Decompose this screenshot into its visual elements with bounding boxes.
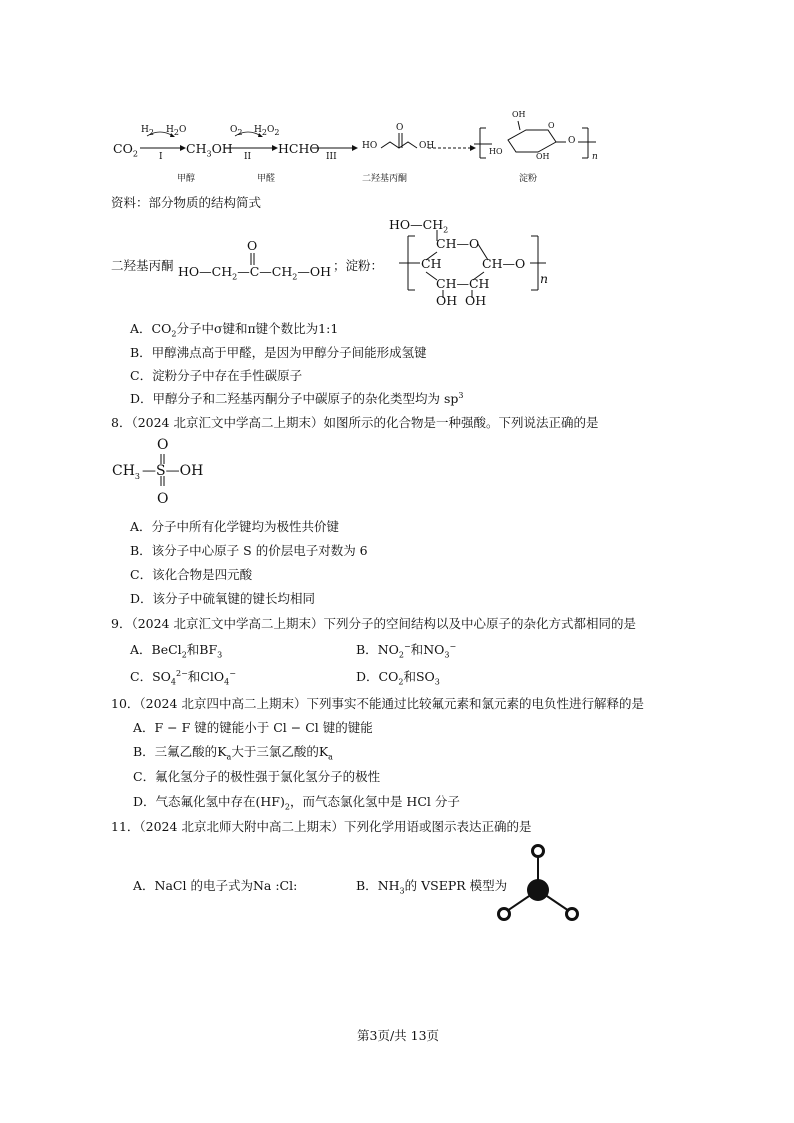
q9-option-b[interactable]: B．$NO_2^-$和$NO_3^-$ — [356, 641, 457, 660]
q10-stem: 10．（2024 北京四中高二上期末）下列事实不能通过比较氟元素和氯元素的电负性进行解释的是 — [111, 696, 644, 711]
q10-option-b[interactable]: B．三氟乙酸的$K_a$大于三氯乙酸的$K_a$ — [133, 744, 333, 762]
q8-struct-o-bottom: O — [157, 491, 169, 507]
q9-option-d[interactable]: D．$CO_2$和$SO_3$ — [356, 669, 440, 687]
q10-option-a[interactable]: A．F − F 键的键能小于 Cl − Cl 键的键能 — [133, 720, 373, 735]
q8-option-b[interactable]: B．该分子中心原子 S 的价层电子对数为 6 — [130, 543, 368, 558]
q9-stem: 9．（2024 北京汇文中学高二上期末）下列分子的空间结构以及中心原子的杂化方式都相同的是 — [111, 616, 636, 631]
reaction-scheme-arrows — [0, 0, 794, 200]
q8-stem: 8．（2024 北京汇文中学高二上期末）如图所示的化合物是一种强酸。下列说法正确的是 — [111, 415, 599, 430]
step2-h2o2: $H_2O_2$ — [254, 125, 280, 137]
starch-struct-oh2: OH — [465, 293, 487, 308]
starch-struct-ch-left: CH — [421, 256, 442, 271]
label-dha: 二羟基丙酮 — [362, 174, 408, 184]
starch-struct-ch-right: CH—O — [482, 256, 526, 271]
starch-struct-ch-ch: CH—CH — [436, 276, 490, 291]
starch-oh-top: OH — [512, 110, 526, 119]
q11-option-b[interactable]: B．$NH_3$的 VSEPR 模型为 — [356, 878, 508, 896]
starch-o-ring: O — [548, 121, 555, 130]
starch-ho: HO — [489, 147, 503, 156]
atom-top — [533, 846, 544, 857]
co2-formula: $CO_2$ — [113, 141, 138, 159]
dha-ho: HO — [362, 141, 378, 151]
starch-struct-ho-ch2: $HO—CH_2$ — [389, 217, 449, 235]
hcho-formula: HCHO — [278, 141, 320, 156]
starch-oh-bottom: OH — [536, 152, 550, 161]
step2-label: II — [244, 152, 252, 162]
q8-struct-s-oh: —S—OH — [142, 463, 204, 479]
atom-left — [499, 909, 510, 920]
q8-struct-o-top: O — [157, 437, 169, 453]
q8-option-a[interactable]: A．分子中所有化学键均为极性共价键 — [130, 519, 340, 534]
q9-option-c[interactable]: C．$SO_4^{2-}$和ClO$_4$− — [130, 668, 236, 687]
q9-option-a[interactable]: A．BeCl$_2$和$BF_3$ — [130, 642, 223, 660]
dha-o: O — [396, 123, 404, 133]
q8-option-d[interactable]: D．该分子中硫氧键的键长均相同 — [130, 591, 316, 606]
q8-struct-ch3: $CH_3$ — [112, 463, 141, 481]
label-formaldehyde: 甲醛 — [257, 174, 276, 184]
step2-o2: $O_2$ — [230, 125, 243, 137]
starch-struct-n: n — [540, 271, 549, 286]
q8-option-c[interactable]: C．该化合物是四元酸 — [130, 567, 253, 582]
q7-option-c[interactable]: C．淀粉分子中存在手性碳原子 — [130, 368, 303, 383]
dha-struct-formula: $HO—CH_2—C—CH_2—OH$ — [178, 264, 331, 282]
step1-label: I — [159, 152, 163, 162]
vsepr-model-diagram — [490, 838, 586, 928]
starch-struct-oh1: OH — [436, 293, 458, 308]
starch-n: n — [592, 152, 598, 162]
dha-oh: OH — [419, 141, 435, 151]
q7-option-a[interactable]: A．$CO_2$分子中σ键和π键个数比为1:1 — [130, 321, 339, 339]
info-line: 资料：部分物质的结构简式 — [111, 195, 262, 210]
step1-h2o: $H_2O$ — [166, 125, 187, 137]
dha-struct-o: O — [247, 238, 258, 253]
struct-separator: ；淀粉： — [333, 258, 384, 273]
q11-option-a[interactable]: A．NaCl 的电子式为Na :Cl: — [133, 878, 298, 893]
label-starch: 淀粉 — [519, 174, 538, 184]
q11-stem: 11．（2024 北京北师大附中高二上期末）下列化学用语或图示表达正确的是 — [111, 819, 532, 834]
q10-option-d[interactable]: D．气态氟化氢中存在$(HF)_2$，而气态氯化氢中是 HCl 分子 — [133, 794, 460, 812]
central-atom — [527, 879, 549, 901]
q7-option-b[interactable]: B．甲醇沸点高于甲醛，是因为甲醇分子间能形成氢键 — [130, 345, 427, 360]
q7-option-d[interactable]: D．甲醇分子和二羟基丙酮分子中碳原子的杂化类型均为 $sp^3$ — [130, 390, 464, 406]
starch-struct-ch-o: CH—O — [436, 236, 480, 251]
page-footer: 第3页/共 13页 — [357, 1028, 440, 1043]
q10-option-c[interactable]: C．氟化氢分子的极性强于氯化氢分子的极性 — [133, 769, 381, 784]
starch-o-link: O — [568, 136, 576, 146]
step1-h2: $H_2$ — [141, 125, 154, 137]
dha-name: 二羟基丙酮 — [111, 258, 174, 273]
ch3oh-formula: $CH_3OH$ — [186, 141, 233, 159]
step3-label: III — [326, 152, 337, 162]
label-methanol: 甲醇 — [177, 174, 196, 184]
atom-right — [567, 909, 578, 920]
